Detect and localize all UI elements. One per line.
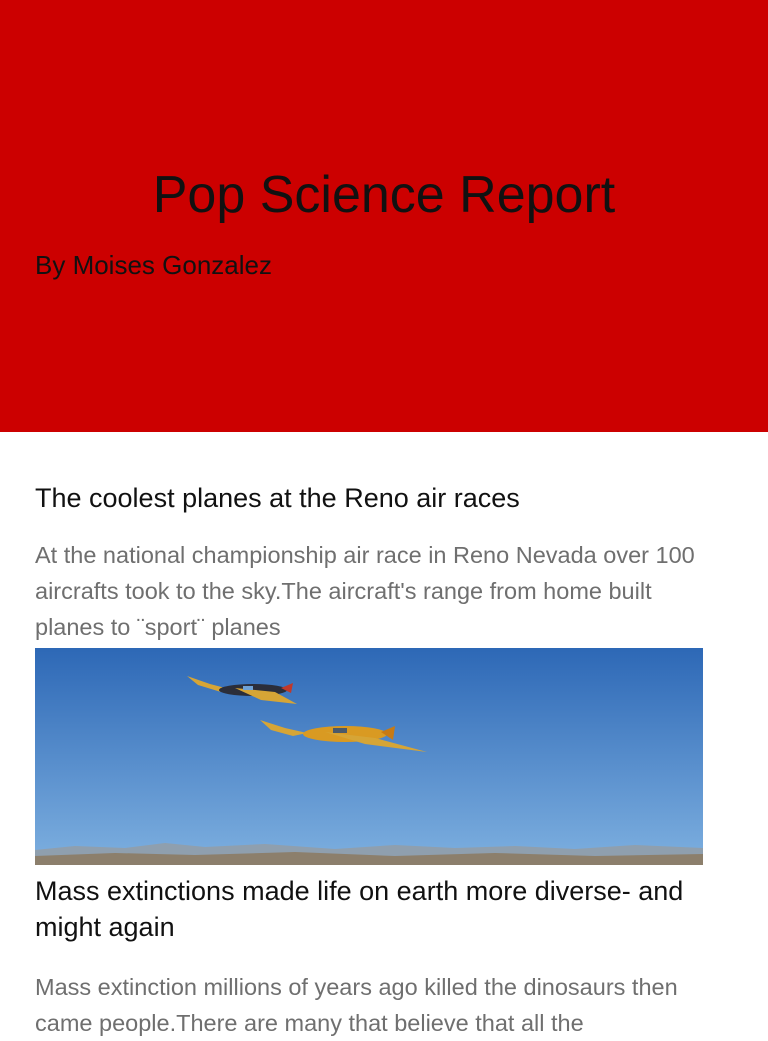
cover-banner (0, 0, 768, 432)
article-photo[interactable] (35, 648, 703, 865)
article-headline[interactable]: The coolest planes at the Reno air races (35, 483, 520, 513)
page-title: Pop Science Report (152, 166, 616, 224)
author-byline: By Moises Gonzalez (35, 250, 272, 280)
planes-photo-illustration (35, 648, 703, 865)
article-summary: Mass extinction millions of years ago killed the dinosaurs then came people.There are many that believe that all the (35, 974, 678, 1036)
article-headline[interactable]: Mass extinctions made life on earth more diverse- and might again (35, 876, 684, 942)
article-summary: At the national championship air race in Reno Nevada over 100 aircrafts took to the sky.The aircraft's range from home built planes to ¨sport¨ planes (35, 542, 695, 640)
